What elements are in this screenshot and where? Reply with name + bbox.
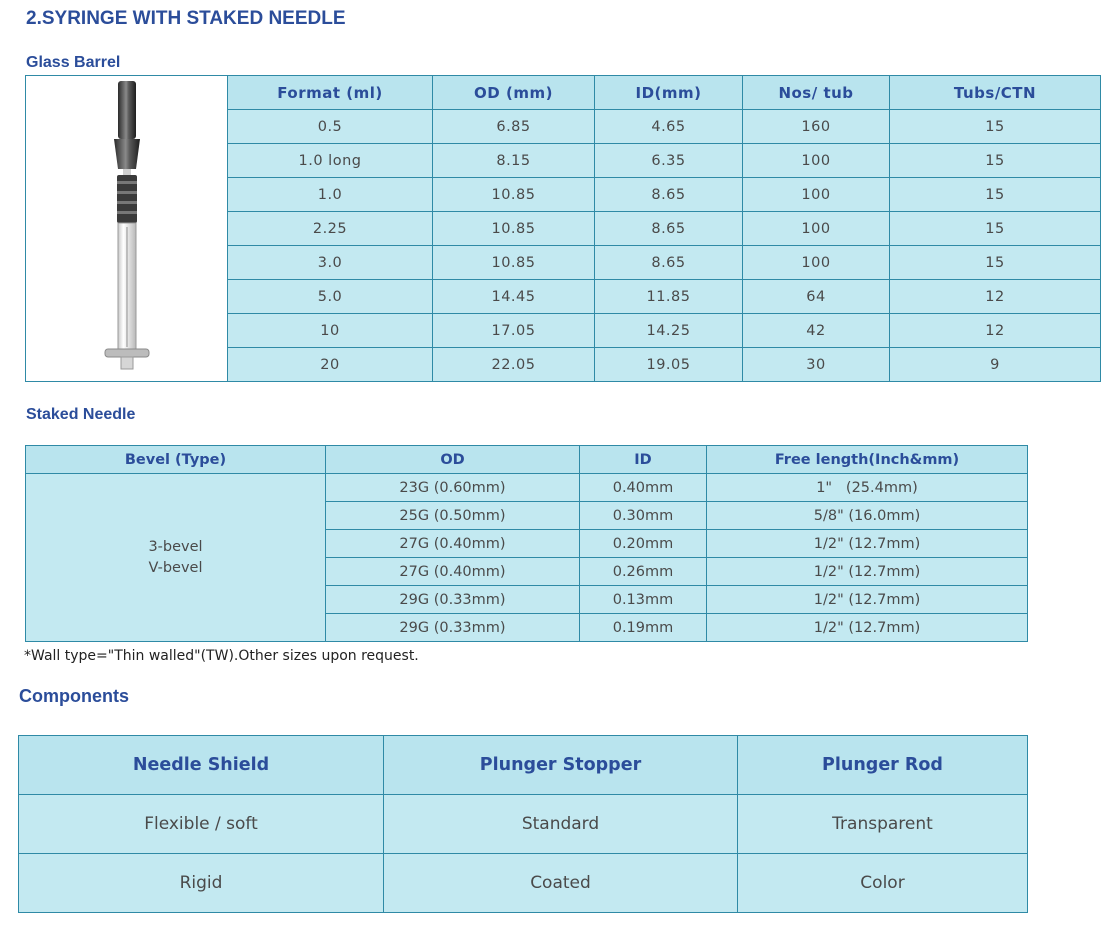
- header-id: ID: [580, 446, 707, 474]
- header-od: OD (mm): [433, 76, 595, 110]
- cell-bevel-type: [26, 474, 326, 642]
- cell-id: 6.35: [595, 144, 743, 178]
- cell-od: 10.85: [433, 212, 595, 246]
- components-table: [18, 735, 1028, 913]
- cell-tubs-ctn: 15: [890, 178, 1101, 212]
- cell-tubs-ctn: 15: [890, 212, 1101, 246]
- syringe-icon: [87, 77, 167, 377]
- cell-tubs-ctn: 15: [890, 144, 1101, 178]
- cell-od: 22.05: [433, 348, 595, 382]
- cell-needle-shield: Rigid: [19, 854, 384, 913]
- header-tubs-ctn: Tubs/CTN: [890, 76, 1101, 110]
- cell-free-length: 5/8" (16.0mm): [707, 502, 1028, 530]
- glass-barrel-heading: Glass Barrel: [26, 54, 121, 71]
- glass-barrel-table-container: [25, 75, 1037, 385]
- cell-tubs-ctn: 15: [890, 246, 1101, 280]
- cell-id: 8.65: [595, 178, 743, 212]
- cell-id: 0.20mm: [580, 530, 707, 558]
- page-title: 2.SYRINGE WITH STAKED NEEDLE: [26, 8, 346, 29]
- syringe-image-cell: [26, 76, 228, 382]
- cell-od: 27G (0.40mm): [326, 558, 580, 586]
- cell-od: 27G (0.40mm): [326, 530, 580, 558]
- cell-plunger-rod: Color: [738, 854, 1028, 913]
- cell-free-length: 1/2" (12.7mm): [707, 558, 1028, 586]
- cell-nos-tub: 100: [743, 212, 890, 246]
- staked-needle-table-container: [25, 445, 1027, 646]
- cell-od: 29G (0.33mm): [326, 586, 580, 614]
- cell-tubs-ctn: 9: [890, 348, 1101, 382]
- cell-od: 25G (0.50mm): [326, 502, 580, 530]
- cell-id: 19.05: [595, 348, 743, 382]
- cell-format: 1.0 long: [228, 144, 433, 178]
- table-header-row: [26, 446, 1028, 474]
- cell-id: 8.65: [595, 246, 743, 280]
- cell-id: 4.65: [595, 110, 743, 144]
- cell-format: 2.25: [228, 212, 433, 246]
- staked-needle-heading: Staked Needle: [26, 406, 136, 423]
- cell-format: 1.0: [228, 178, 433, 212]
- cell-tubs-ctn: 12: [890, 314, 1101, 348]
- cell-nos-tub: 64: [743, 280, 890, 314]
- header-plunger-rod: Plunger Rod: [738, 736, 1028, 795]
- cell-od: 10.85: [433, 178, 595, 212]
- header-needle-shield: Needle Shield: [19, 736, 384, 795]
- header-bevel-type: Bevel (Type): [26, 446, 326, 474]
- components-table-container: [18, 735, 1027, 915]
- cell-free-length: 1/2" (12.7mm): [707, 586, 1028, 614]
- cell-od: 14.45: [433, 280, 595, 314]
- header-format: Format (ml): [228, 76, 433, 110]
- cell-format: 20: [228, 348, 433, 382]
- wall-type-note: *Wall type="Thin walled"(TW).Other sizes upon request.: [24, 648, 419, 664]
- cell-id: 0.13mm: [580, 586, 707, 614]
- cell-format: 5.0: [228, 280, 433, 314]
- cell-tubs-ctn: 12: [890, 280, 1101, 314]
- cell-nos-tub: 100: [743, 178, 890, 212]
- cell-nos-tub: 160: [743, 110, 890, 144]
- cell-free-length: 1/2" (12.7mm): [707, 614, 1028, 642]
- table-row: [19, 854, 1028, 913]
- header-id: ID(mm): [595, 76, 743, 110]
- table-row: [26, 474, 1028, 502]
- cell-id: 0.30mm: [580, 502, 707, 530]
- cell-od: 6.85: [433, 110, 595, 144]
- cell-od: 10.85: [433, 246, 595, 280]
- cell-id: 14.25: [595, 314, 743, 348]
- cell-nos-tub: 100: [743, 144, 890, 178]
- cell-od: 17.05: [433, 314, 595, 348]
- cell-id: 0.40mm: [580, 474, 707, 502]
- cell-id: 0.19mm: [580, 614, 707, 642]
- glass-barrel-table: [25, 75, 1101, 382]
- cell-od: 8.15: [433, 144, 595, 178]
- cell-nos-tub: 30: [743, 348, 890, 382]
- table-row: [19, 795, 1028, 854]
- header-nos-tub: Nos/ tub: [743, 76, 890, 110]
- cell-format: 3.0: [228, 246, 433, 280]
- cell-format: 10: [228, 314, 433, 348]
- staked-needle-table: [25, 445, 1028, 642]
- cell-tubs-ctn: 15: [890, 110, 1101, 144]
- table-header-row: [19, 736, 1028, 795]
- cell-id: 0.26mm: [580, 558, 707, 586]
- cell-id: 11.85: [595, 280, 743, 314]
- header-free-length: Free length(Inch&mm): [707, 446, 1028, 474]
- header-plunger-stopper: Plunger Stopper: [384, 736, 738, 795]
- bevel-line-2: V-bevel: [148, 559, 203, 576]
- cell-od: 29G (0.33mm): [326, 614, 580, 642]
- cell-free-length: 1/2" (12.7mm): [707, 530, 1028, 558]
- cell-plunger-rod: Transparent: [738, 795, 1028, 854]
- cell-plunger-stopper: Coated: [384, 854, 738, 913]
- header-od: OD: [326, 446, 580, 474]
- bevel-line-1: 3-bevel: [148, 538, 203, 555]
- cell-nos-tub: 100: [743, 246, 890, 280]
- cell-needle-shield: Flexible / soft: [19, 795, 384, 854]
- components-heading: Components: [19, 686, 129, 706]
- cell-format: 0.5: [228, 110, 433, 144]
- cell-nos-tub: 42: [743, 314, 890, 348]
- cell-od: 23G (0.60mm): [326, 474, 580, 502]
- cell-id: 8.65: [595, 212, 743, 246]
- table-header-row: [26, 76, 1101, 110]
- cell-plunger-stopper: Standard: [384, 795, 738, 854]
- cell-free-length: 1" (25.4mm): [707, 474, 1028, 502]
